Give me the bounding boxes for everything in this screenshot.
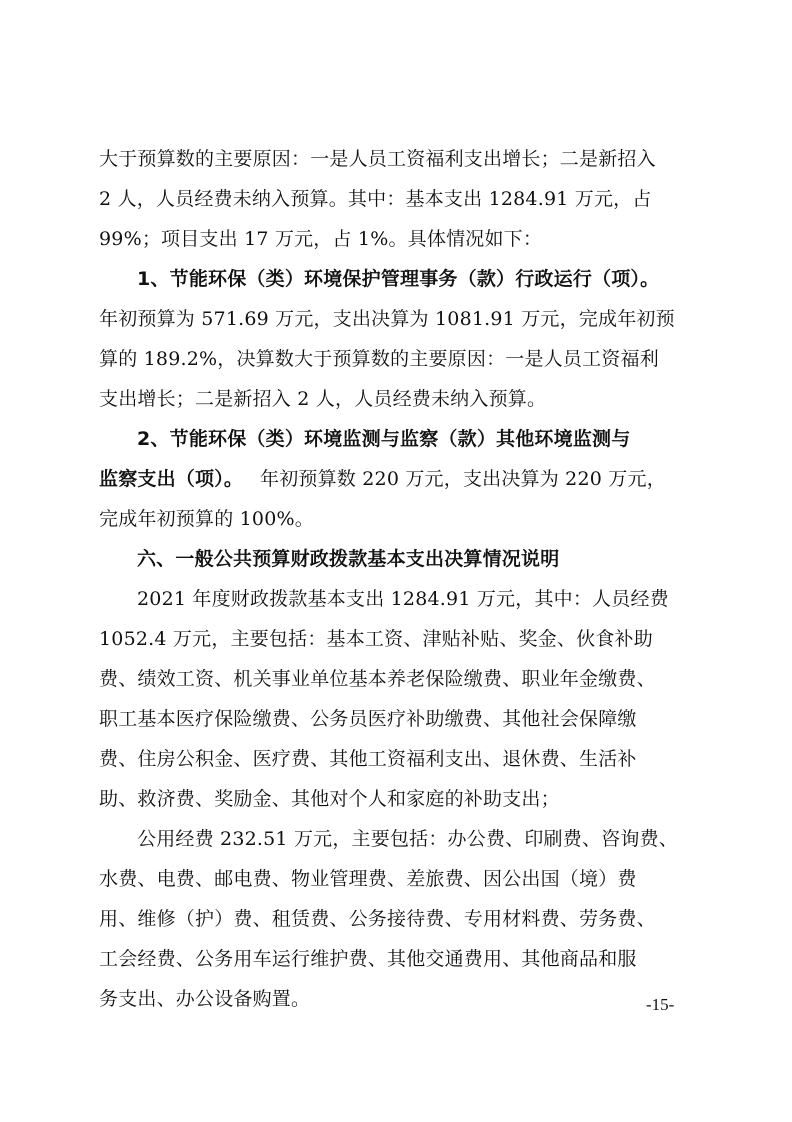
paragraph-line-3: 99%；项目支出 17 万元，占 1%。具体情况如下： [99, 228, 543, 250]
paragraph-line-14: 助、救济费、奖励金、其他对个人和家庭的补助支出； [99, 788, 560, 810]
paragraph-line-17: 用、维修（护）费、租赁费、公务接待费、专用材料费、劳务费、 [99, 908, 656, 930]
paragraph-line-4: 年初预算为 571.69 万元，支出决算为 1081.91 万元，完成年初预 [99, 308, 675, 330]
section-heading-1: 1、节能环保（类）环境保护管理事务（款）行政运行（项）。 [137, 268, 660, 290]
paragraph-line-8: 完成年初预算的 100%。 [99, 508, 314, 530]
paragraph-line-13: 费、住房公积金、医疗费、其他工资福利支出、退休费、生活补 [99, 748, 637, 770]
paragraph-line-19: 务支出、办公设备购置。 [99, 988, 311, 1010]
paragraph-line-11: 费、绩效工资、机关事业单位基本养老保险缴费、职业年金缴费、 [99, 668, 656, 690]
section-heading-3: 六、一般公共预算财政拨款基本支出决算情况说明 [137, 548, 560, 570]
paragraph-line-2: 2 人，人员经费未纳入预算。其中：基本支出 1284.91 万元，占 [99, 188, 652, 210]
page-number: -15- [646, 995, 675, 1014]
paragraph-line-5: 算的 189.2%，决算数大于预算数的主要原因：一是人员工资福利 [99, 348, 659, 370]
paragraph-line-12: 职工基本医疗保险缴费、公务员医疗补助缴费、其他社会保障缴 [99, 708, 637, 730]
paragraph-line-16: 水费、电费、邮电费、物业管理费、差旅费、因公出国（境）费 [99, 868, 637, 890]
paragraph-line-1: 大于预算数的主要原因：一是人员工资福利支出增长；二是新招入 [99, 148, 656, 170]
paragraph-line-9: 2021 年度财政拨款基本支出 1284.91 万元，其中：人员经费 [137, 588, 669, 610]
paragraph-line-10: 1052.4 万元，主要包括：基本工资、津贴补贴、奖金、伙食补助 [99, 628, 653, 650]
paragraph-line-6: 支出增长；二是新招入 2 人，人员经费未纳入预算。 [99, 388, 547, 410]
section-heading-2-part-2: 监察支出（项）。 [99, 468, 244, 490]
section-heading-2-part-1: 2、节能环保（类）环境监测与监察（款）其他环境监测与 [137, 428, 631, 450]
paragraph-line-7: 年初预算数 220 万元，支出决算为 220 万元， [260, 468, 666, 490]
paragraph-line-15: 公用经费 232.51 万元，主要包括：办公费、印刷费、咨询费、 [137, 828, 678, 850]
paragraph-line-18: 工会经费、公务用车运行维护费、其他交通费用、其他商品和服 [99, 948, 637, 970]
